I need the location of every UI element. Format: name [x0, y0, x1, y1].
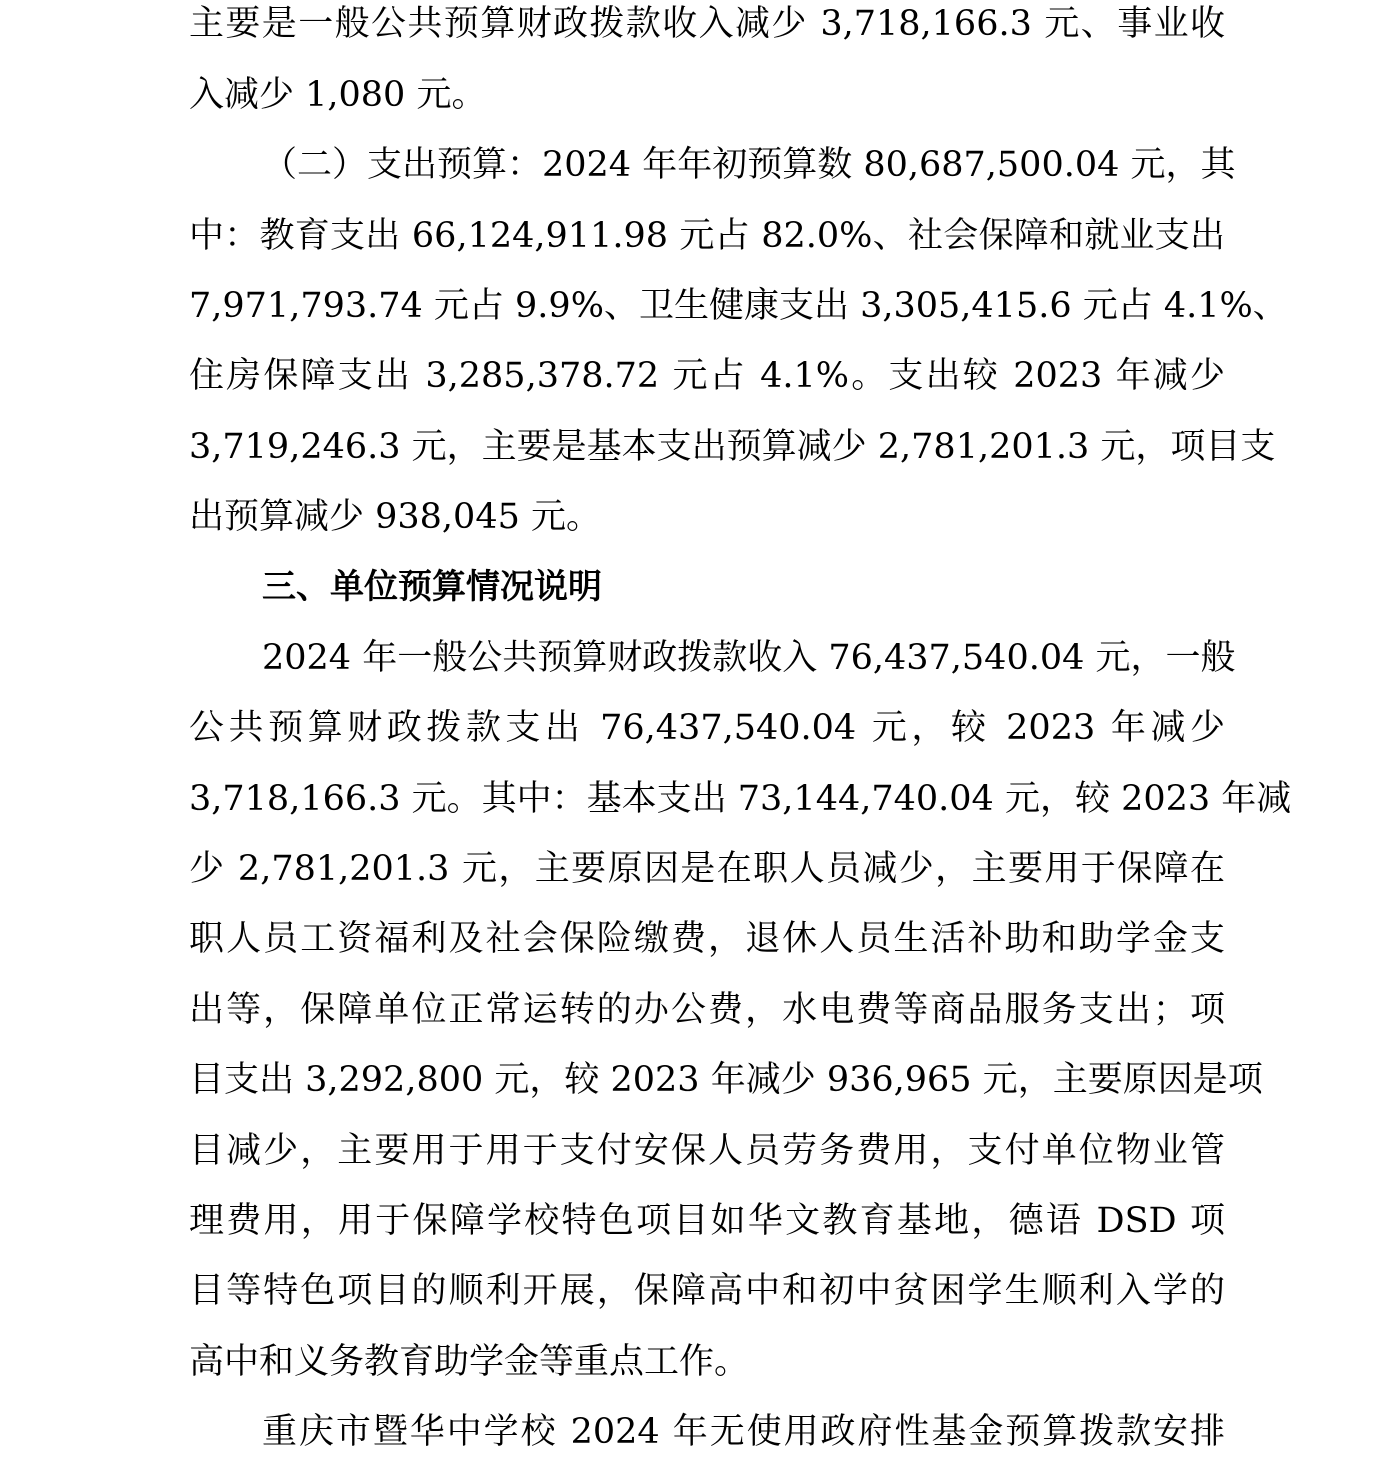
paragraph-line: 入减少 1,080 元。	[189, 75, 487, 115]
paragraph-line: 中：教育支出 66,124,911.98 元占 82.0%、社会保障和就业支出	[189, 216, 1225, 256]
paragraph-line: 主要是一般公共预算财政拨款收入减少 3,718,166.3 元、事业收	[189, 4, 1225, 44]
paragraph-line: 公共预算财政拨款支出 76,437,540.04 元，较 2023 年减少	[189, 708, 1225, 748]
paragraph-line: 少 2,781,201.3 元，主要原因是在职人员减少，主要用于保障在	[189, 849, 1225, 889]
paragraph-line: 2024 年一般公共预算财政拨款收入 76,437,540.04 元，一般	[262, 638, 1236, 678]
paragraph-line: 目等特色项目的顺利开展，保障高中和初中贫困学生顺利入学的	[189, 1271, 1225, 1311]
paragraph-line: 出预算减少 938,045 元。	[189, 497, 601, 537]
paragraph-line: 职人员工资福利及社会保险缴费，退休人员生活补助和助学金支	[189, 919, 1225, 959]
section-heading: 三、单位预算情况说明	[262, 567, 602, 607]
paragraph-line: 目减少，主要用于用于支付安保人员劳务费用，支付单位物业管	[189, 1131, 1225, 1171]
paragraph-line: 高中和义务教育助学金等重点工作。	[189, 1342, 750, 1382]
paragraph-line: 住房保障支出 3,285,378.72 元占 4.1%。支出较 2023 年减少	[189, 356, 1225, 396]
paragraph-line: 出等，保障单位正常运转的办公费，水电费等商品服务支出；项	[189, 990, 1225, 1030]
paragraph-line: （二）支出预算：2024 年年初预算数 80,687,500.04 元，其	[262, 145, 1236, 185]
paragraph-line: 3,719,246.3 元，主要是基本支出预算减少 2,781,201.3 元，项目支	[189, 427, 1276, 467]
paragraph-line: 目支出 3,292,800 元，较 2023 年减少 936,965 元，主要原因是项	[189, 1060, 1263, 1100]
paragraph-line: 理费用，用于保障学校特色项目如华文教育基地，德语 DSD 项	[189, 1201, 1225, 1241]
paragraph-line: 3,718,166.3 元。其中：基本支出 73,144,740.04 元，较 2023 年减	[189, 779, 1292, 819]
paragraph-line: 7,971,793.74 元占 9.9%、卫生健康支出 3,305,415.6 元占 4.1%、	[189, 286, 1288, 326]
paragraph-line: 重庆市暨华中学校 2024 年无使用政府性基金预算拨款安排	[262, 1412, 1225, 1452]
